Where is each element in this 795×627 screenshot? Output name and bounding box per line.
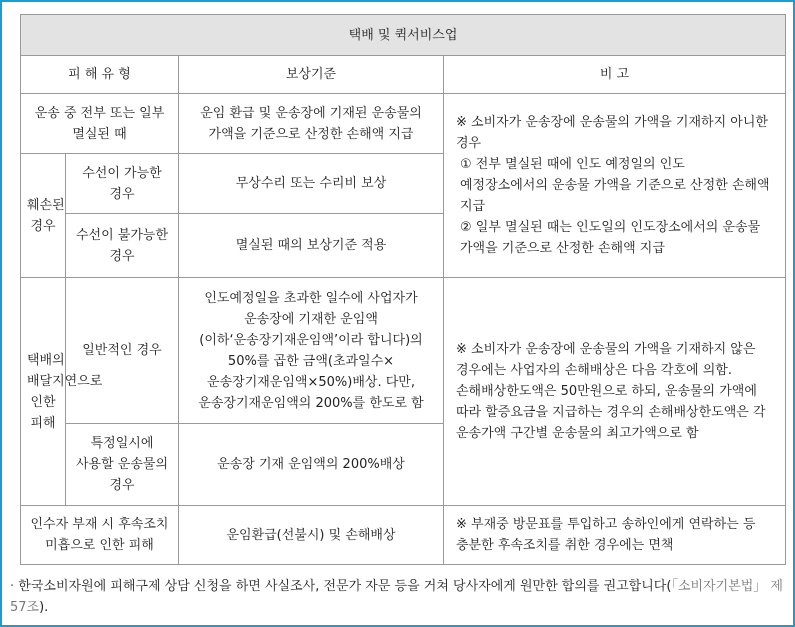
remark-loss-intro: ※ 소비자가 운송장에 운송물의 가액을 기재하지 아니한 경우 — [456, 115, 768, 151]
standard-delay-specific: 운송장 기재 운임액의 200%배상 — [179, 424, 444, 506]
remark-loss-item-1: ① 전부 멸실된 때에 인도 예정일의 인도 예정장소에서의 운송물 가액을 기준으로 산정한 손해액 지급 — [460, 157, 770, 214]
remark-delay: ※ 소비자가 운송장에 운송물의 가액을 기재하지 않은 경우에는 사업자의 손해배상은 다음 각호에 의함. 손해배상한도액은 50만원으로 하되, 운송물의 가액에 따라 할증요금을 지급하는 경우의 손해배상한도액은 각 운송가액 구간별 운송물의 최고가액으로 함 — [444, 278, 786, 506]
footnote-end: ). — [39, 600, 49, 615]
table-title-row — [21, 15, 786, 56]
footnote-law-reference: 「소비자기본법」 제57조 — [10, 579, 783, 615]
type-delay-general: 일반적인 경우 — [66, 278, 179, 424]
compensation-table — [20, 14, 786, 565]
group-damage: 훼손된 경우 — [21, 154, 66, 278]
table-row — [21, 278, 786, 424]
group-delay: 택배의 배달지연으로 인한 피해 — [21, 278, 66, 506]
table-header-row — [21, 56, 786, 94]
footnote — [10, 576, 785, 618]
type-delay-specific: 특정일시에 사용할 운송물의 경우 — [66, 424, 179, 506]
table-row — [21, 506, 786, 565]
remark-loss-item-2: ② 일부 멸실된 때는 인도일의 인도장소에서의 운송물 가액을 기준으로 산정한 손해액 지급 — [460, 220, 761, 256]
header-remarks: 비 고 — [444, 56, 786, 94]
remark-absent: ※ 부재중 방문표를 투입하고 송하인에게 연락하는 등 충분한 후속조치를 취한 경우에는 면책 — [444, 506, 786, 565]
header-damage-type: 피 해 유 형 — [21, 56, 179, 94]
type-unrepairable: 수선이 불가능한 경우 — [66, 214, 179, 278]
remark-loss-damage — [444, 94, 786, 278]
header-compensation: 보상기준 — [179, 56, 444, 94]
standard-loss: 운임 환급 및 운송장에 기재된 운송물의 가액을 기준으로 산정한 손해액 지급 — [179, 94, 444, 154]
standard-delay-general: 인도예정일을 초과한 일수에 사업자가 운송장에 기재한 운임액(이하‘운송장기재운임액’이라 합니다)의 50%를 곱한 금액(초과일수×운송장기재운임액×50%)배상. 다만, 운송장기재운임액의 200%를 한도로 함 — [179, 278, 444, 424]
type-repairable: 수선이 가능한 경우 — [66, 154, 179, 214]
standard-absent: 운임환급(선불시) 및 손해배상 — [179, 506, 444, 565]
table-title: 택배 및 퀵서비스업 — [21, 15, 786, 56]
type-loss: 운송 중 전부 또는 일부 멸실된 때 — [21, 94, 179, 154]
table-row — [21, 94, 786, 154]
standard-repairable: 무상수리 또는 수리비 보상 — [179, 154, 444, 214]
footnote-bullet: · — [10, 579, 15, 594]
standard-unrepairable: 멸실된 때의 보상기준 적용 — [179, 214, 444, 278]
type-absent: 인수자 부재 시 후속조치 미흡으로 인한 피해 — [21, 506, 179, 565]
footnote-text: 한국소비자원에 피해구제 상담 신청을 하면 사실조사, 전문가 자문 등을 거쳐 당사자에게 원만한 합의를 권고합니다( — [18, 579, 672, 594]
